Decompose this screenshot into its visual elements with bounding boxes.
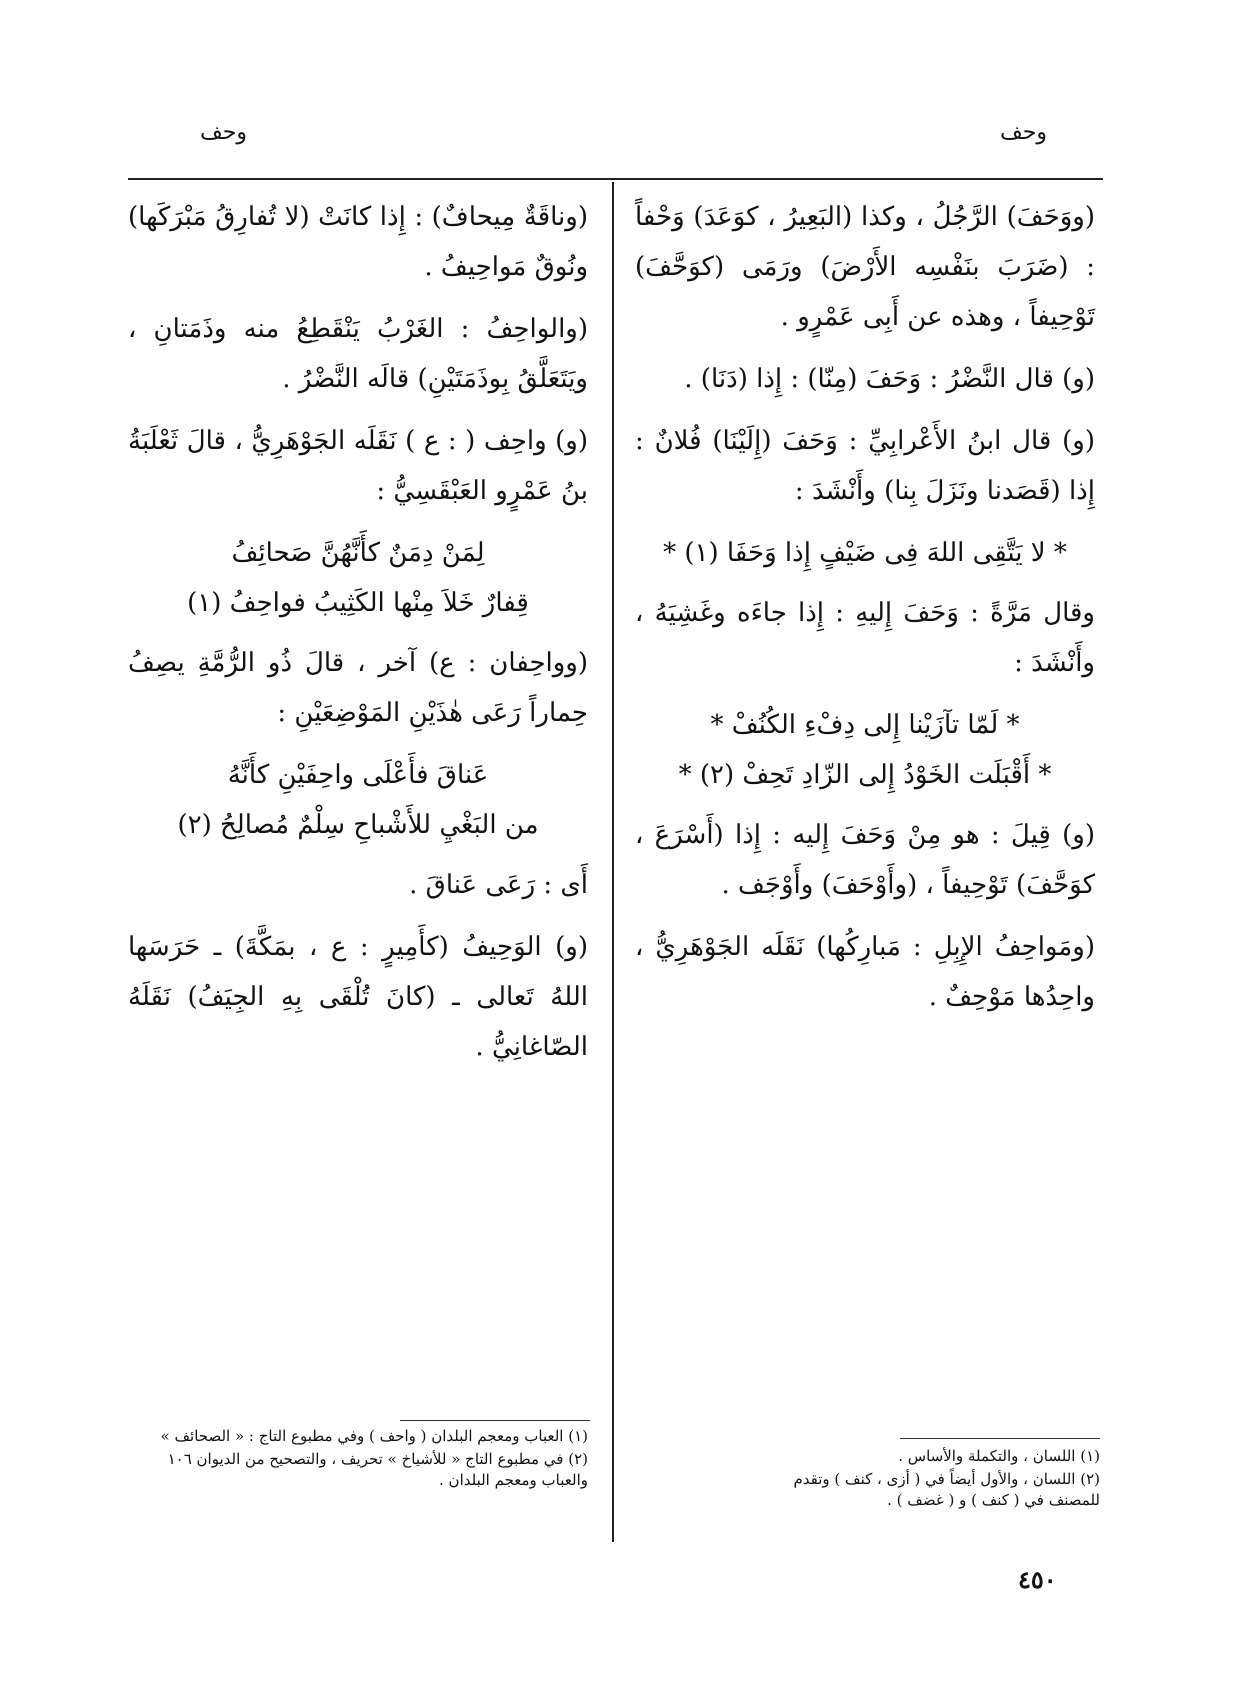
verse-line: * أَقْبَلَت الخَوْدُ إِلى الزّادِ تَحِفْ (٢) * xyxy=(678,760,1052,790)
verse-line: * لا يَتَّقِى اللهَ فِى ضَيْفٍ إِذا وَحَفَا (١) * xyxy=(663,538,1067,568)
entry-paragraph: (و) قِيلَ : هو مِنْ وَحَفَ إِليه : إِذا (أَسْرَعَ ، كوَحَّفَ) تَوْحِيفاً ، (وأَوْحَفَ) وأَوْجَف . xyxy=(635,820,1095,900)
footnote: (١) اللسان ، والتكملة والأساس . xyxy=(898,1447,1100,1465)
verse-quote xyxy=(635,700,1095,800)
column-divider xyxy=(612,182,614,1542)
footnotes-right xyxy=(740,1446,1100,1513)
verse-line: لِمَنْ دِمَنٌ كأَنَّهُنَّ صَحائِفُ xyxy=(231,538,485,568)
entry-paragraph: (و) الوَحِيفُ (كأَمِيرٍ : ع ، بمَكَّةَ) ـ حَرَسَها اللهُ تَعالى ـ (كانَ تُلْقَى بِهِ الجِيَفُ) نَقَلَهُ الصّاغانِيُّ . xyxy=(128,932,588,1062)
verse-line: * لَمّا تآزَيْنا إِلى دِفْءِ الكُنُفْ * xyxy=(710,710,1020,740)
footnotes-left xyxy=(128,1426,588,1493)
header-rule xyxy=(128,178,1103,180)
footnote: (٢) اللسان ، والأول أيضاً في ( أزى ، كنف ) وتقدم للمصنف في ( كنف ) و ( غضف ) . xyxy=(793,1470,1100,1509)
entry-paragraph: (و) قال ابنُ الأَعْرابِيِّ : وَحَفَ (إِلَيْنَا) فُلانٌ : إِذا (قَصَدنا ونَزَلَ بِنا) وأَنْشَدَ : xyxy=(635,426,1095,506)
footnote-rule-left xyxy=(400,1420,590,1421)
page-number: ٤٥٠ xyxy=(1018,1565,1057,1594)
footnote: (١) العباب ومعجم البلدان ( واحف ) وفي مطبوع التاج : « الصحائف » xyxy=(160,1427,588,1445)
entry-paragraph: (وواحِفان : ع) آخر ، قالَ ذُو الرُّمَّةِ يصِفُ حِماراً رَعَى هٰذَيْنِ المَوْضِعَيْنِ : xyxy=(128,648,588,728)
verse-line: من البَغْيِ للأَشْباحِ سِلْمٌ مُصالِحُ (٢) xyxy=(177,810,539,840)
running-header-right: وحف xyxy=(1000,120,1047,145)
verse-quote xyxy=(128,528,588,628)
footnote-rule-right xyxy=(900,1438,1100,1439)
verse-quote xyxy=(128,750,588,850)
entry-paragraph: (ووَحَفَ) الرَّجُلُ ، وكذا (البَعِيرُ ، كوَعَدَ) وَحْفاً : (ضَرَبَ بنَفْسِه الأَرْضَ) ورَمَى (كوَحَّفَ) تَوْحِيفاً ، وهذه عن أَبِى عَمْرٍو . xyxy=(635,202,1095,332)
entry-paragraph: أَى : رَعَى عَناقَ . xyxy=(409,870,588,900)
verse-line: عَناقَ فأَعْلَى واحِفَيْنِ كأَنَّهُ xyxy=(227,760,489,790)
running-header-left: وحف xyxy=(200,120,247,145)
entry-paragraph: وقال مَرَّةً : وَحَفَ إِليهِ : إِذا جاءَه وغَشِيَهُ ، وأَنْشَدَ : xyxy=(635,598,1095,678)
right-column xyxy=(635,192,1095,1034)
verse-quote xyxy=(635,528,1095,578)
verse-line: قِفارٌ خَلاَ مِنْها الكَثِيبُ فواحِفُ (١) xyxy=(187,588,529,618)
footnote: (٢) في مطبوع التاج « للأشياخ » تحريف ، والتصحيح من الديوان ١٠٦ والعباب ومعجم البلدان . xyxy=(167,1450,588,1489)
entry-paragraph: (و) واحِف ( : ع ) نَقَلَه الجَوْهَرِيُّ ، قالَ ثَعْلَبَةُ بنُ عَمْرٍو العَبْقَسِيُّ : xyxy=(128,426,588,506)
entry-paragraph: (والواحِفُ : الغَرْبُ يَنْقَطِعُ منه وذَمَتانِ ، ويَتَعَلَّقُ بِوذَمَتَيْنِ) قالَه النَّضْرُ . xyxy=(128,314,588,394)
entry-paragraph: (وناقَةٌ مِيحافٌ) : إِذا كانَتْ (لا تُفارِقُ مَبْرَكَها) ونُوقٌ مَواحِيفُ . xyxy=(128,202,588,282)
left-column xyxy=(128,192,588,1084)
entry-paragraph: (ومَواحِفُ الإِبِلِ : مَبارِكُها) نَقَلَه الجَوْهَرِيُّ ، واحِدُها مَوْحِفٌ . xyxy=(635,932,1095,1012)
entry-paragraph: (و) قال النَّضْرُ : وَحَفَ (مِنّا) : إِذا (دَنَا) . xyxy=(684,364,1095,394)
